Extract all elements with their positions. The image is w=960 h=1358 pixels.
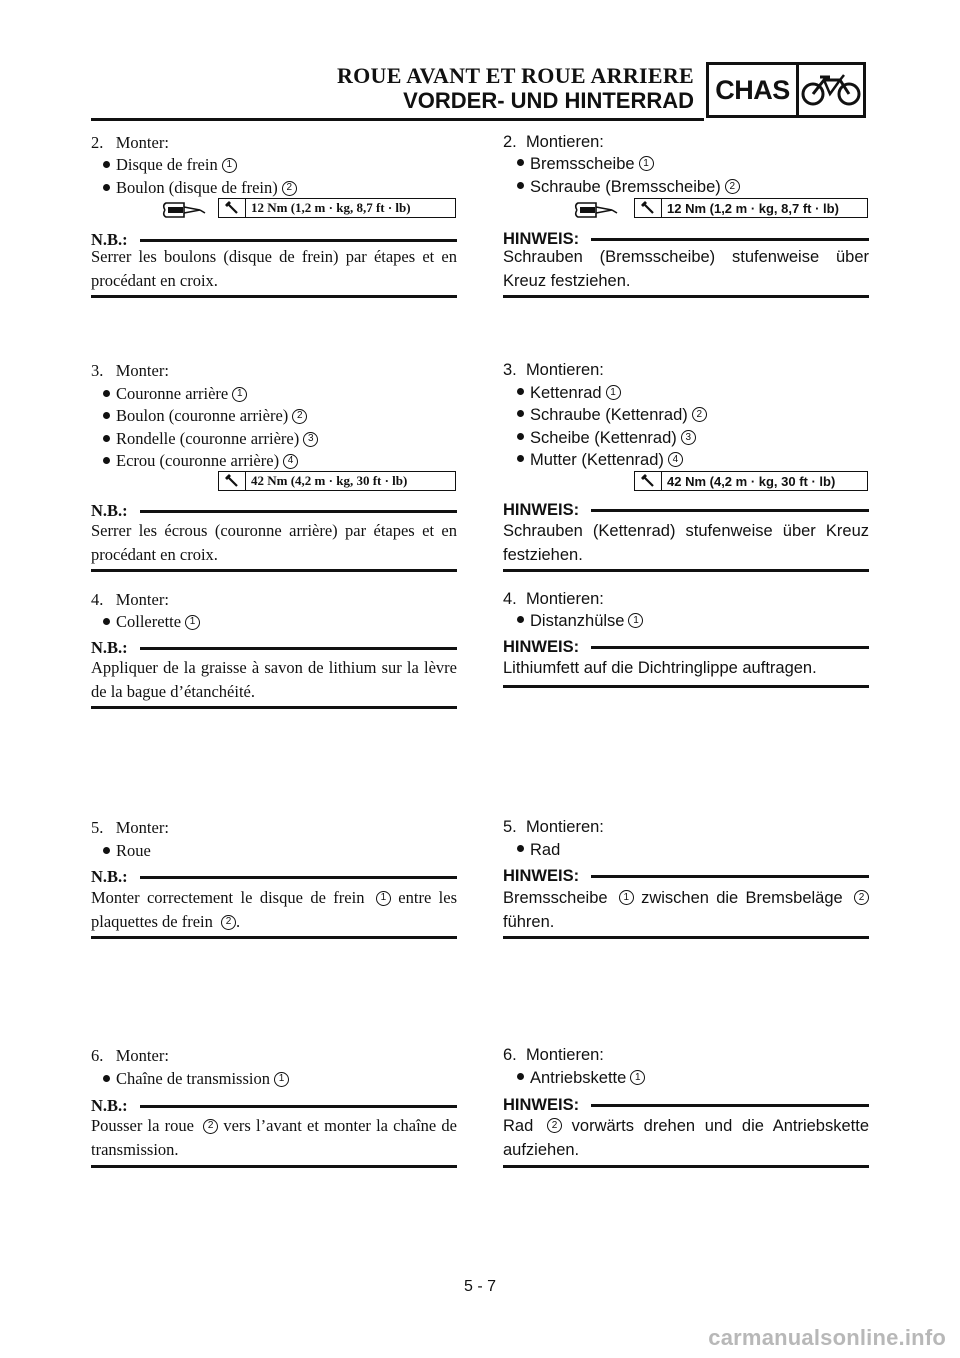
note-text: Lithiumfett auf die Dichtringlippe auftragen. xyxy=(503,659,817,677)
note-heading: HINWEIS: xyxy=(503,230,869,249)
list-item: Boulon (couronne arrière) 2 xyxy=(103,406,307,426)
note-rule xyxy=(503,295,869,298)
note-text: Schrauben (Kettenrad) stufenweise über Kreuz festziehen. xyxy=(503,522,869,564)
torque-spec: 42 Nm (4,2 m · kg, 30 ft · lb) xyxy=(634,471,868,491)
list-item: Schraube (Bremsscheibe) 2 xyxy=(517,178,740,197)
note-rule xyxy=(503,569,869,572)
note-text: Schrauben (Bremsscheibe) stufenweise über Kreuz festziehen. xyxy=(503,248,869,290)
list-item: Scheibe (Kettenrad) 3 xyxy=(517,429,696,448)
watermark: carmanualsonline.info xyxy=(708,1325,946,1350)
header-rule xyxy=(91,118,704,121)
wrench-icon xyxy=(635,472,662,490)
note-heading: N.B.: xyxy=(91,230,457,250)
list-item: Schraube (Kettenrad) 2 xyxy=(517,406,707,425)
list-item: Mutter (Kettenrad) 4 xyxy=(517,451,683,470)
section-code: CHAS xyxy=(709,65,799,115)
list-item: Roue xyxy=(103,841,151,861)
note-heading: N.B.: xyxy=(91,501,457,521)
motorcycle-icon xyxy=(799,65,863,115)
lubricant-icon xyxy=(574,201,618,224)
step-6-fr: 6. Monter: xyxy=(91,1046,169,1065)
note-rule xyxy=(91,295,457,298)
list-item: Couronne arrière 1 xyxy=(103,384,247,404)
note-text: Serrer les boulons (disque de frein) par étapes et en procédant en croix. xyxy=(91,247,457,290)
note-rule xyxy=(91,936,457,939)
wrench-icon xyxy=(219,472,246,490)
step-2-de: 2. Montieren: xyxy=(503,133,604,151)
note-rule xyxy=(91,706,457,709)
list-item: Boulon (disque de frein) 2 xyxy=(103,178,297,198)
note-text: Rad 2 vorwärts drehen und die Antriebskette aufziehen. xyxy=(503,1117,870,1159)
note-heading: N.B.: xyxy=(91,867,457,887)
list-item: Chaîne de transmission 1 xyxy=(103,1069,289,1089)
list-item: Rondelle (couronne arrière) 3 xyxy=(103,429,318,449)
torque-spec: 12 Nm (1,2 m · kg, 8,7 ft · lb) xyxy=(218,198,456,218)
note-heading: HINWEIS: xyxy=(503,867,869,886)
note-heading: N.B.: xyxy=(91,1096,457,1116)
note-rule xyxy=(503,936,869,939)
page-title-fr: ROUE AVANT ET ROUE ARRIERE xyxy=(336,63,694,88)
page-number: 5 - 7 xyxy=(463,1278,496,1295)
lubricant-icon xyxy=(162,201,206,224)
step-2-fr: 2. Monter: xyxy=(91,133,169,152)
torque-spec: 12 Nm (1,2 m · kg, 8,7 ft · lb) xyxy=(634,198,868,218)
note-rule xyxy=(91,1165,457,1168)
note-text: Appliquer de la graisse à savon de lithium sur la lèvre de la bague d’étanchéité. xyxy=(91,658,457,701)
note-rule xyxy=(503,685,869,688)
note-heading: N.B.: xyxy=(91,638,457,658)
list-item: Distanzhülse 1 xyxy=(517,612,643,631)
step-3-fr: 3. Monter: xyxy=(91,361,169,380)
step-3-de: 3. Montieren: xyxy=(503,361,604,379)
step-4-fr: 4. Monter: xyxy=(91,590,169,609)
note-text: Monter correctement le disque de frein 1 entre les plaquettes de frein 2 . xyxy=(91,888,458,931)
list-item: Antriebskette 1 xyxy=(517,1069,645,1088)
step-5-fr: 5. Monter: xyxy=(91,818,169,837)
list-item: Kettenrad 1 xyxy=(517,384,621,403)
list-item: Bremsscheibe 1 xyxy=(517,155,654,174)
page-title-de: VORDER- UND HINTERRAD xyxy=(403,88,694,113)
list-item: Disque de frein 1 xyxy=(103,155,237,175)
note-text: Serrer les écrous (couronne arrière) par étapes et en procédant en croix. xyxy=(91,521,457,564)
section-badge xyxy=(706,62,866,118)
list-item: Ecrou (couronne arrière) 4 xyxy=(103,451,298,471)
note-rule xyxy=(91,569,457,572)
note-heading: HINWEIS: xyxy=(503,1096,869,1115)
list-item: Collerette 1 xyxy=(103,612,200,632)
list-item: Rad xyxy=(517,841,560,860)
note-text: Pousser la roue 2 vers l’avant et monter la chaîne de transmission. xyxy=(91,1116,458,1159)
wrench-icon xyxy=(219,199,246,217)
step-6-de: 6. Montieren: xyxy=(503,1046,604,1064)
torque-spec: 42 Nm (4,2 m · kg, 30 ft · lb) xyxy=(218,471,456,491)
note-text: Bremsscheibe 1 zwischen die Bremsbeläge 2 führen. xyxy=(503,886,869,934)
step-5-de: 5. Montieren: xyxy=(503,818,604,836)
note-rule xyxy=(503,1165,869,1168)
note-heading: HINWEIS: xyxy=(503,501,869,520)
note-heading: HINWEIS: xyxy=(503,638,869,657)
step-4-de: 4. Montieren: xyxy=(503,590,604,608)
wrench-icon xyxy=(635,199,662,217)
